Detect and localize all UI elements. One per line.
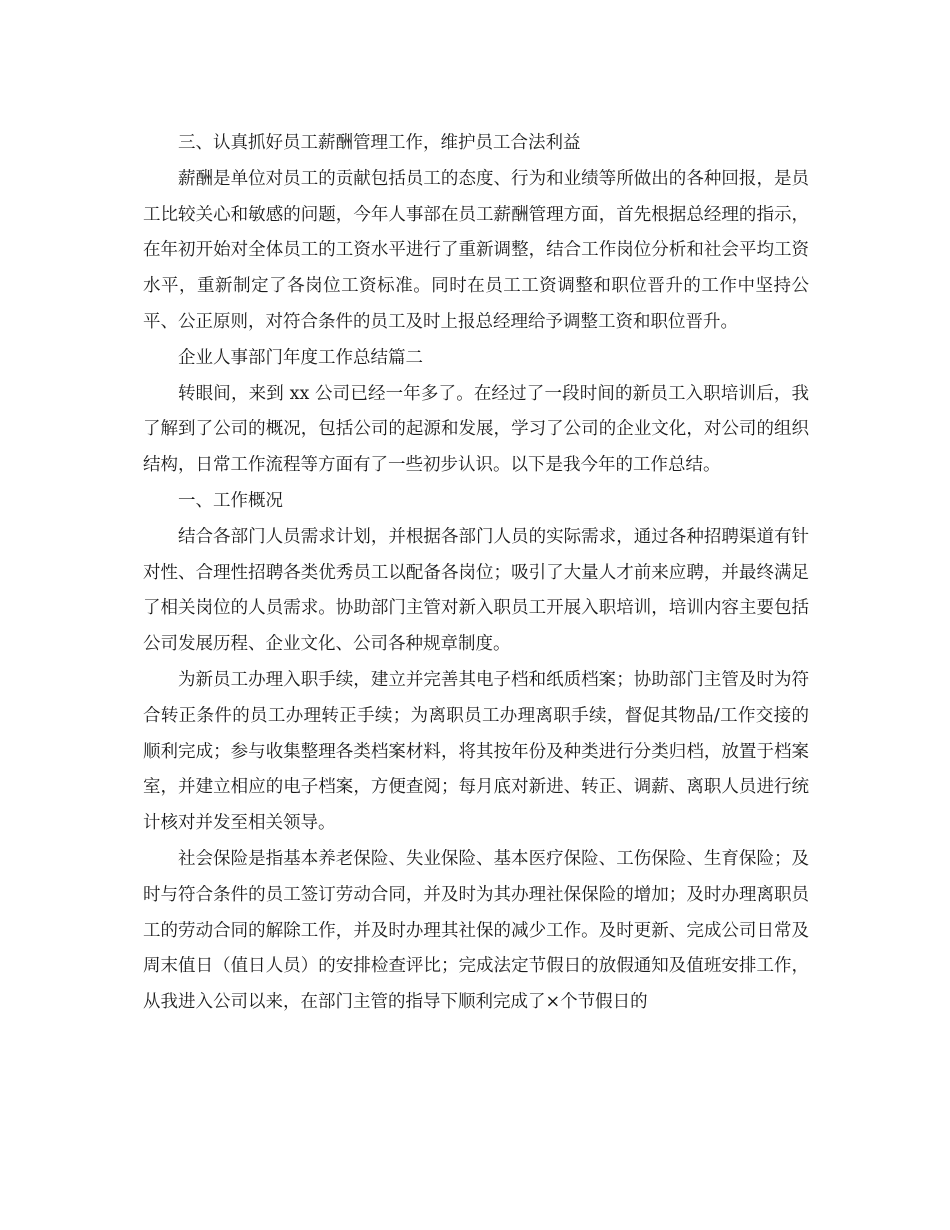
section-heading-part-two: 企业人事部门年度工作总结篇二: [178, 347, 423, 368]
paragraph-salary: 薪酬是单位对员工的贡献包括员工的态度、行为和业绩等所做出的各种回报，是员工比较关心和敏感的问题，今年人事部在员工薪酬管理方面，首先根据总经理的指示，在年初开始对全体员工的工资水平进行了重新调整，结合工作岗位分析和社会平均工资水平，重新制定了各岗位工资标准。同时在员工工资调整和职位晋升的工作中坚持公平、公正原则，对符合条件的员工及时上报总经理给予调整工资和职位晋升。: [143, 168, 809, 332]
section-heading-overview: 一、工作概况: [178, 490, 283, 511]
paragraph-recruitment: 结合各部门人员需求计划，并根据各部门人员的实际需求，通过各种招聘渠道有针对性、合理性招聘各类优秀员工以配备各岗位；吸引了大量人才前来应聘，并最终满足了相关岗位的人员需求。协助部门主管对新入职员工开展入职培训，培训内容主要包括公司发展历程、企业文化、公司各种规章制度。: [143, 526, 809, 655]
paragraph-intro: 转眼间，来到 xx 公司已经一年多了。在经过了一段时间的新员工入职培训后，我了解到了公司的概况，包括公司的起源和发展，学习了公司的企业文化，对公司的组织结构，日常工作流程等方面有了一些初步认识。以下是我今年的工作总结。: [143, 383, 809, 476]
paragraph-onboarding: 为新员工办理入职手续，建立并完善其电子档和纸质档案；协助部门主管及时为符合转正条件的员工办理转正手续；为离职员工办理离职手续，督促其物品/工作交接的顺利完成；参与收集整理各类档案材料，将其按年份及种类进行分类归档，放置于档案室，并建立相应的电子档案，方便查阅；每月底对新进、转正、调薪、离职人员进行统计核对并发至相关领导。: [143, 669, 809, 834]
document-body: [143, 126, 809, 1021]
paragraph-social-insurance: 社会保险是指基本养老保险、失业保险、基本医疗保险、工伤保险、生育保险；及时与符合条件的员工签订劳动合同，并及时为其办理社保保险的增加；及时办理离职员工的劳动合同的解除工作，并及时办理其社保的减少工作。及时更新、完成公司日常及周末值日（值日人员）的安排检查评比；完成法定节假日的放假通知及值班安排工作，从我进入公司以来，在部门主管的指导下顺利完成了×个节假日的: [143, 848, 809, 1013]
section-heading-salary: 三、认真抓好员工薪酬管理工作，维护员工合法利益: [178, 133, 581, 153]
